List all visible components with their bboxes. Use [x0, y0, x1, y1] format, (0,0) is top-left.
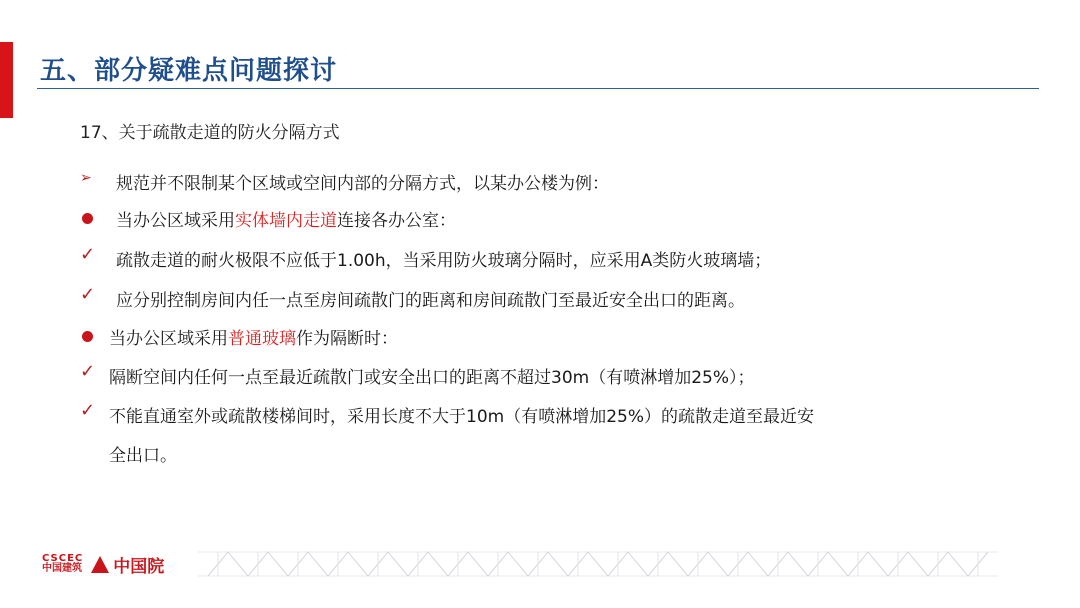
logo-cn-text: 中国建筑: [42, 563, 82, 574]
cscec-logo: [42, 554, 83, 574]
company-logo: [42, 552, 164, 576]
bullet-text: 隔断空间内任何一点至最近疏散门或安全出口的距离不超过30m（有喷淋增加25%）；: [109, 368, 755, 388]
bullet-text: 不能直通室外或疏散楼梯间时，采用长度不大于10m（有喷淋增加25%）的疏散走道至最近安: [109, 407, 814, 427]
check-icon: ✓: [80, 361, 96, 382]
section-subheading: 17、关于疏散走道的防火分隔方式: [80, 123, 340, 143]
check-icon: ✓: [80, 284, 96, 305]
bullet-text-part: 连接各办公室：: [337, 211, 456, 231]
highlight-text: 实体墙内走道: [235, 211, 337, 231]
check-icon: ✓: [80, 400, 96, 421]
bullet-text: [109, 324, 398, 349]
title-underline: [37, 88, 1039, 89]
bullet-text: 疏散走道的耐火极限不应低于1.00h，当采用防火玻璃分隔时，应采用A类防火玻璃墙；: [116, 251, 772, 271]
logo-en-text: CSCEC: [42, 553, 84, 564]
bullet-text-part: 当办公区域采用: [109, 329, 228, 349]
bullet-text-part: 作为隔断时：: [296, 329, 398, 349]
decorative-pattern: [198, 548, 998, 580]
bullet-text-part: 当办公区域采用: [116, 211, 235, 231]
check-icon: ✓: [80, 244, 96, 265]
dot-bullet-icon: [82, 213, 93, 224]
bullet-text: 应分别控制房间内任一点至房间疏散门的距离和房间疏散门至最近安全出口的距离。: [116, 291, 745, 311]
logo-mark-icon: [91, 556, 109, 573]
arrow-bullet-icon: ➢: [80, 170, 92, 186]
page-title: 五、部分疑难点问题探讨: [40, 56, 338, 86]
logo-name-text: 中国院: [113, 556, 165, 577]
bullet-text-continuation: 全出口。: [109, 446, 177, 466]
dot-bullet-icon: [82, 331, 93, 342]
highlight-text: 普通玻璃: [228, 329, 296, 349]
bullet-text: 规范并不限制某个区域或空间内部的分隔方式，以某办公楼为例：: [116, 174, 609, 194]
bullet-text: [116, 206, 456, 231]
accent-bar: [0, 42, 13, 118]
